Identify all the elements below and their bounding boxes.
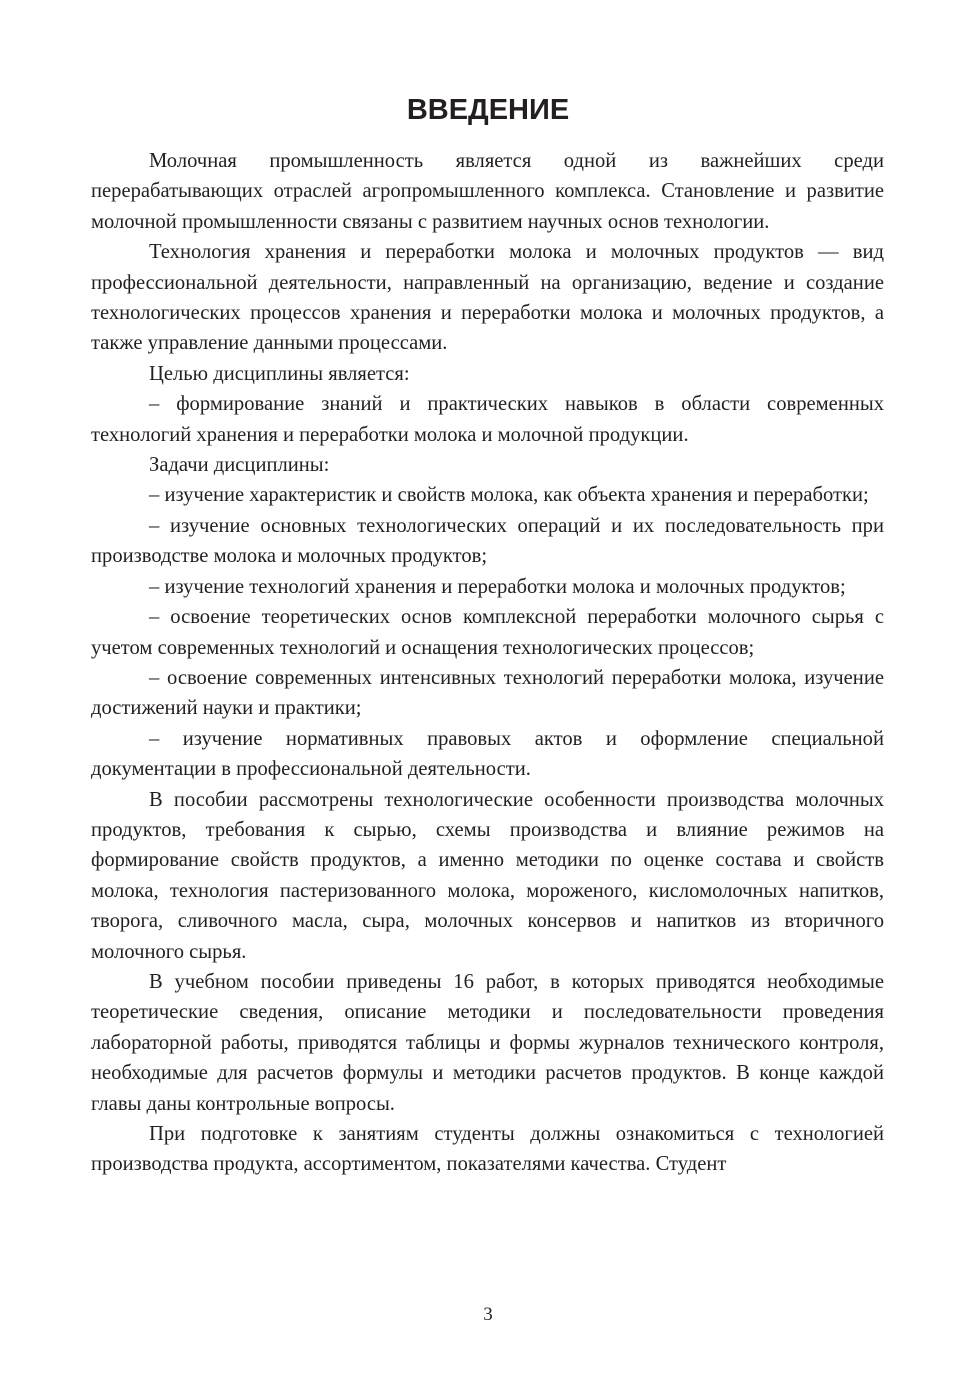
list-item: – изучение технологий хранения и переработки молока и молочных продуктов; xyxy=(149,575,846,598)
list-item: – изучение нормативных правовых актов и оформление специальной документации в профессиональной деятельности. xyxy=(91,727,884,781)
body-text xyxy=(91,146,884,1180)
paragraph: В учебном пособии приведены 16 работ, в которых приводятся необходимые теоретические сведения, описание методики и последовательности проведения лабораторной работы, приводятся таблицы и формы журналов технического контроля, необходимые для расчетов формулы и методики расчетов продуктов. В конце каждой главы даны контрольные вопросы. xyxy=(91,970,884,1115)
paragraph: В пособии рассмотрены технологические особенности производства молочных продуктов, требования к сырью, схемы производства и влияние режимов на формирование свойств продуктов, а именно методики по оценке состава и свойств молока, технология пастеризованного молока, мороженого, кисломолочных напитков, творога, сливочного масла, сыра, молочных консервов и напитков из вторичного молочного сырья. xyxy=(91,788,884,963)
paragraph: Задачи дисциплины: xyxy=(149,454,330,477)
list-item: – формирование знаний и практических навыков в области современных технологий хранения и переработки молока и молочной продукции. xyxy=(91,393,884,446)
paragraph: Молочная промышленность является одной из важнейших среди перерабатывающих отраслей агропромышленного комплекса. Становление и развитие молочной промышленности связаны с развитием научных основ технологии. xyxy=(91,150,884,233)
list-item: – освоение современных интенсивных технологий переработки молока, изучение достижений науки и практики; xyxy=(91,666,884,720)
paragraph: При подготовке к занятиям студенты должны ознакомиться с технологией производства продукта, ассортиментом, показателями качества. Студент xyxy=(91,1123,884,1176)
list-item: – изучение характеристик и свойств молока, как объекта хранения и переработки; xyxy=(149,484,869,507)
page-number: 3 xyxy=(483,1304,493,1325)
list-item: – изучение основных технологических операций и их последовательность при производстве молока и молочных продуктов; xyxy=(91,514,884,568)
list-item: – освоение теоретических основ комплексной переработки молочного сырья с учетом современных технологий и оснащения технологических процессов; xyxy=(91,606,884,659)
page-title: ВВЕДЕНИЕ xyxy=(406,94,570,126)
paragraph: Целью дисциплины является: xyxy=(149,362,410,385)
paragraph: Технология хранения и переработки молока и молочных продуктов — вид профессиональной деятельности, направленный на организацию, ведение и создание технологических процессов хранения и переработки молока и молочных продуктов, а также управление данными процессами. xyxy=(91,241,884,355)
